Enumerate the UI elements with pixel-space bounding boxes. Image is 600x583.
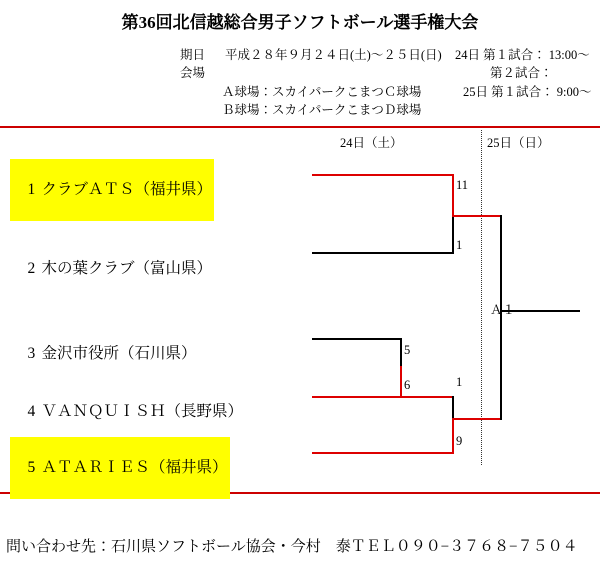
bracket-line-team2 <box>312 252 454 254</box>
team-row-5 <box>10 437 230 499</box>
team-name-4: ＶＡＮＱＵＩＳＨ <box>41 403 166 420</box>
team-number-3: 3 <box>27 345 36 362</box>
bracket-line-team1 <box>312 174 454 176</box>
bracket-join-3-4-black <box>400 338 402 368</box>
page-title: 第36回北信越総合男子ソフトボール選手権大会 <box>121 13 479 32</box>
bracket-join-1-2-red <box>452 174 454 216</box>
day1-game1-time: 24日 第１試合： 13:00〜 <box>455 48 590 62</box>
bracket-join-semi-black <box>452 396 454 420</box>
field-b-text: Ｂ球場：スカイパークこまつＤ球場 <box>222 103 422 117</box>
bracket-join-1-2-black <box>452 216 454 254</box>
bracket-join-3-4-red <box>400 366 402 398</box>
bracket-line-team3 <box>312 338 402 340</box>
day2-game1-time: 25日 第１試合： 9:00〜 <box>463 85 592 99</box>
date-label: 期日 <box>180 48 206 62</box>
final-game-label: Ａ１ <box>490 303 516 317</box>
bracket-line-team5 <box>312 452 454 454</box>
team-row-4 <box>10 381 245 443</box>
team-name-5: ＡＴＡＲＩＥＳ <box>41 459 151 476</box>
team-row-3 <box>10 323 199 385</box>
score-game2-bottom: 6 <box>404 378 411 392</box>
score-game2-top: 5 <box>404 343 411 357</box>
day1-game2-time: 第２試合： <box>490 66 553 80</box>
column-header-day1: 24日（土） <box>340 136 403 150</box>
day-separator-dotted-line <box>481 130 482 465</box>
team-number-5: 5 <box>27 459 36 476</box>
score-game1-top: 11 <box>456 178 469 192</box>
field-a-text: Ａ球場：スカイパークこまつＣ球場 <box>222 85 422 99</box>
team-row-1 <box>10 159 214 221</box>
column-header-day2: 25日（日） <box>487 136 550 150</box>
divider-top <box>0 126 600 128</box>
bracket-line-team4 <box>312 396 402 398</box>
team-number-1: 1 <box>27 181 36 198</box>
venue-label: 会場 <box>180 66 206 80</box>
score-semi-top: 1 <box>456 375 463 389</box>
bracket-join-semi-red <box>452 418 454 454</box>
bracket-line-winner-3-4 <box>400 396 454 398</box>
bracket-line-winner-1-2 <box>452 215 502 217</box>
team-number-4: 4 <box>27 403 36 420</box>
team-name-2: 木の葉クラブ <box>41 260 135 277</box>
contact-footer: 問い合わせ先：石川県ソフトボール協会・今村 泰ＴＥＬ０９０−３７６８−７５０４ <box>6 539 578 555</box>
bracket-line-winner-semi <box>452 418 502 420</box>
team-name-3: 金沢市役所 <box>41 345 120 362</box>
score-semi-bottom: 9 <box>456 434 463 448</box>
score-game1-bottom: 1 <box>456 238 463 252</box>
team-row-2 <box>10 238 214 300</box>
date-value: 平成２８年９月２４日(土)〜２５日(日) <box>225 48 442 62</box>
team-pref-4: （長野県） <box>165 403 244 420</box>
team-pref-2: （富山県） <box>134 260 213 277</box>
team-pref-3: （石川県） <box>119 345 197 362</box>
team-name-1: クラブＡＴＳ <box>41 181 135 198</box>
team-pref-5: （福井県） <box>150 459 228 476</box>
team-pref-1: （福井県） <box>134 181 213 198</box>
team-number-2: 2 <box>27 260 36 277</box>
